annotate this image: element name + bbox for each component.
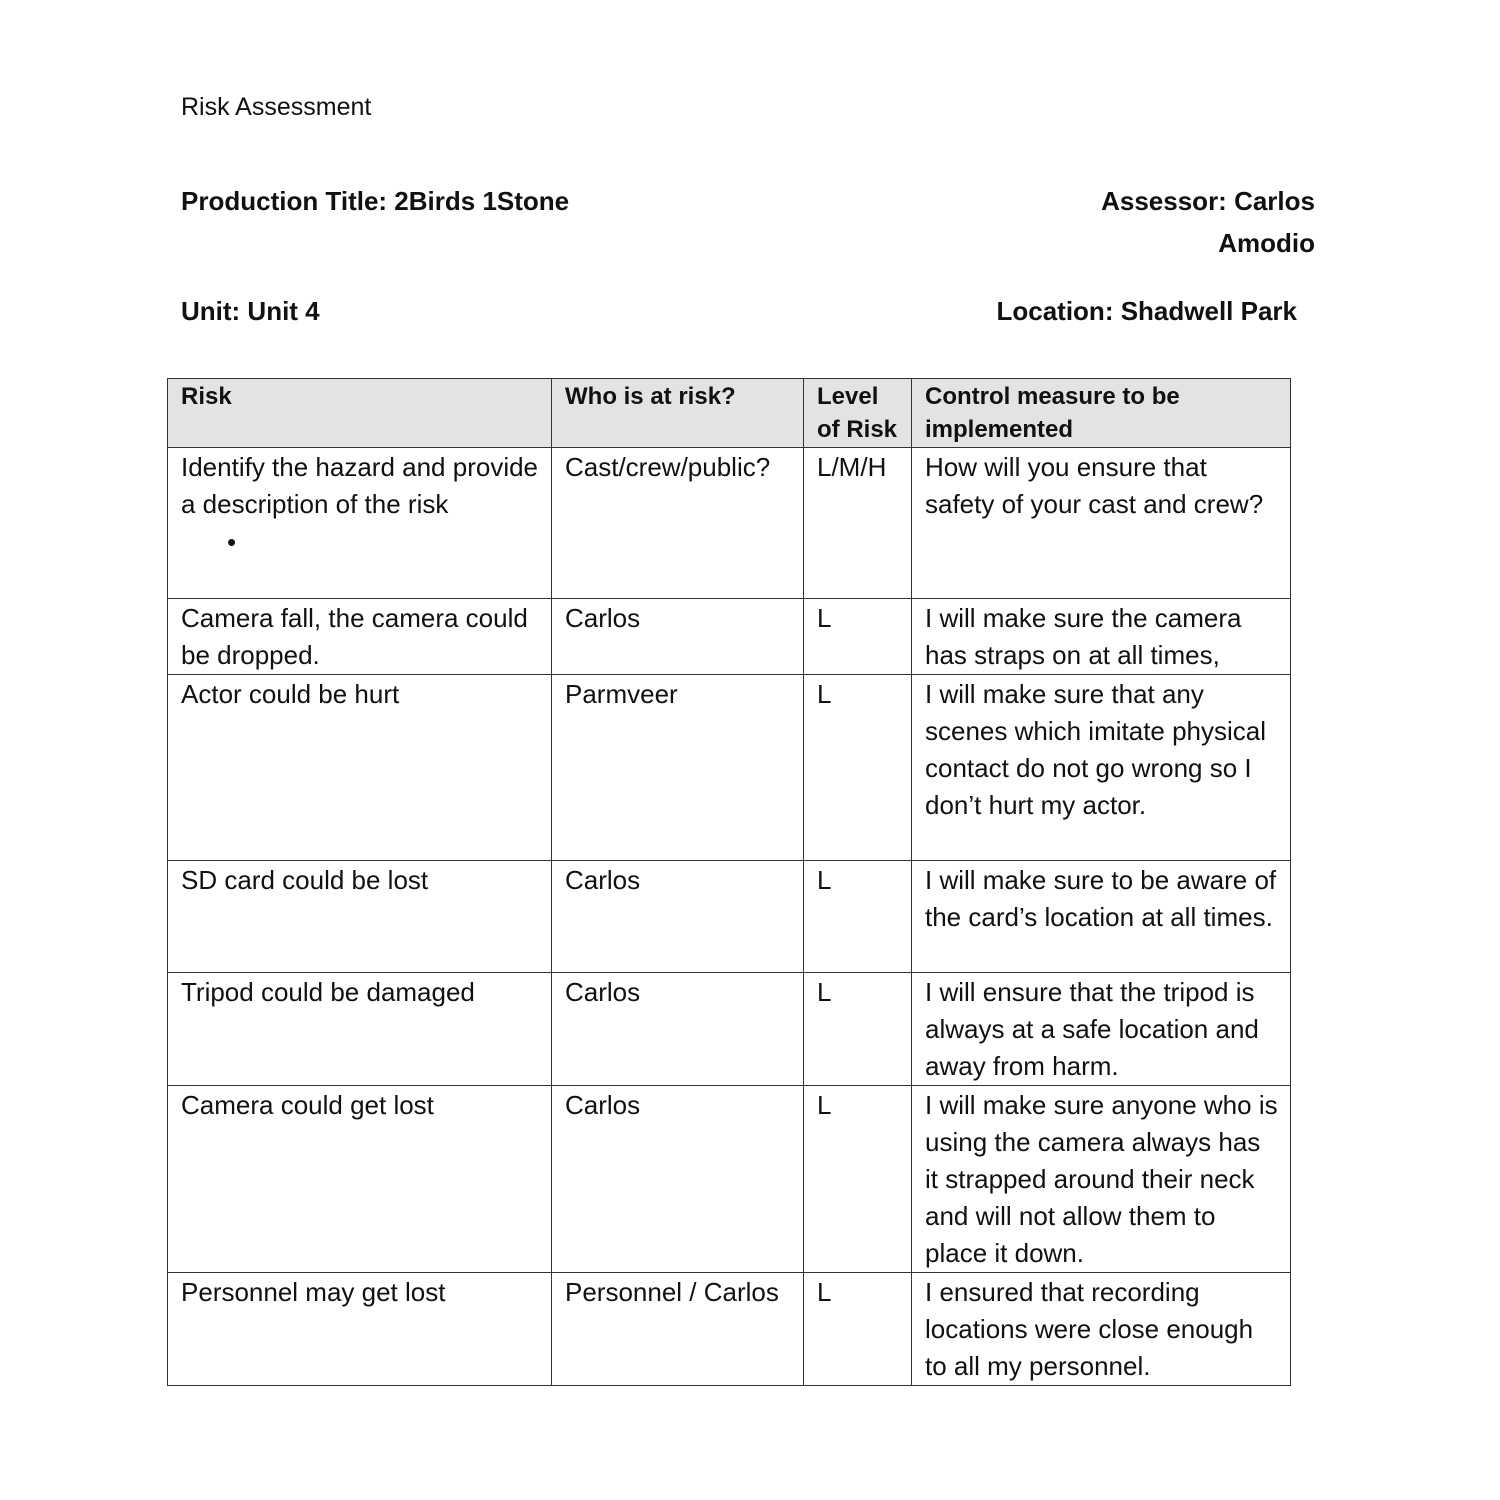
production-title: Production Title: 2Birds 1Stone bbox=[181, 186, 570, 216]
risk-cell: Camera could get lost bbox=[168, 1086, 552, 1273]
header-level: Level of Risk bbox=[804, 379, 912, 448]
level-cell: L bbox=[804, 861, 912, 973]
who-cell: Carlos bbox=[552, 1086, 804, 1273]
header-control: Control measure to be implemented bbox=[912, 379, 1291, 448]
guide-control-cell: How will you ensure that safety of your cast and crew? bbox=[912, 448, 1291, 599]
control-cell: I will ensure that the tripod is always at a safe location and away from harm. bbox=[912, 973, 1291, 1086]
control-cell: I will make sure anyone who is using the camera always has it strapped around their neck and will not allow them to place it down. bbox=[912, 1086, 1291, 1273]
control-cell: I will make sure the camera has straps on at all times, bbox=[912, 599, 1291, 675]
risk-cell: Actor could be hurt bbox=[168, 675, 552, 861]
level-cell: L bbox=[804, 599, 912, 675]
risk-cell: Tripod could be damaged bbox=[168, 973, 552, 1086]
risk-cell: SD card could be lost bbox=[168, 861, 552, 973]
risk-cell: Camera fall, the camera could be dropped. bbox=[168, 599, 552, 675]
table-row bbox=[168, 1273, 1291, 1386]
who-cell: Carlos bbox=[552, 599, 804, 675]
assessor: Assessor: Carlos Amodio bbox=[1101, 186, 1315, 258]
guide-who-cell: Cast/crew/public? bbox=[552, 448, 804, 599]
guide-level-cell: L/M/H bbox=[804, 448, 912, 599]
table-row bbox=[168, 675, 1291, 861]
location: Location: Shadwell Park bbox=[996, 296, 1297, 326]
who-cell: Personnel / Carlos bbox=[552, 1273, 804, 1386]
control-cell: I ensured that recording locations were close enough to all my personnel. bbox=[912, 1273, 1291, 1386]
risk-cell: Personnel may get lost bbox=[168, 1273, 552, 1386]
control-cell: I will make sure to be aware of the card’s location at all times. bbox=[912, 861, 1291, 973]
table-header-row bbox=[168, 379, 1291, 448]
unit: Unit: Unit 4 bbox=[181, 296, 320, 326]
level-cell: L bbox=[804, 973, 912, 1086]
level-cell: L bbox=[804, 1273, 912, 1386]
who-cell: Parmveer bbox=[552, 675, 804, 861]
table-row bbox=[168, 973, 1291, 1086]
document-heading: Risk Assessment bbox=[181, 93, 372, 121]
table-row bbox=[168, 599, 1291, 675]
control-cell: I will make sure that any scenes which imitate physical contact do not go wrong so I don’t hurt my actor. bbox=[912, 675, 1291, 861]
level-cell: L bbox=[804, 675, 912, 861]
bullet-point: • bbox=[227, 527, 237, 557]
header-who: Who is at risk? bbox=[552, 379, 804, 448]
level-cell: L bbox=[804, 1086, 912, 1273]
who-cell: Carlos bbox=[552, 973, 804, 1086]
table-row bbox=[168, 1086, 1291, 1273]
table-row bbox=[168, 861, 1291, 973]
guide-row bbox=[168, 448, 1291, 599]
who-cell: Carlos bbox=[552, 861, 804, 973]
guide-risk-cell bbox=[168, 448, 552, 599]
header-risk: Risk bbox=[168, 379, 552, 448]
guide-risk-text: Identify the hazard and provide a description of the risk bbox=[181, 452, 539, 519]
risk-table bbox=[167, 378, 1291, 1386]
